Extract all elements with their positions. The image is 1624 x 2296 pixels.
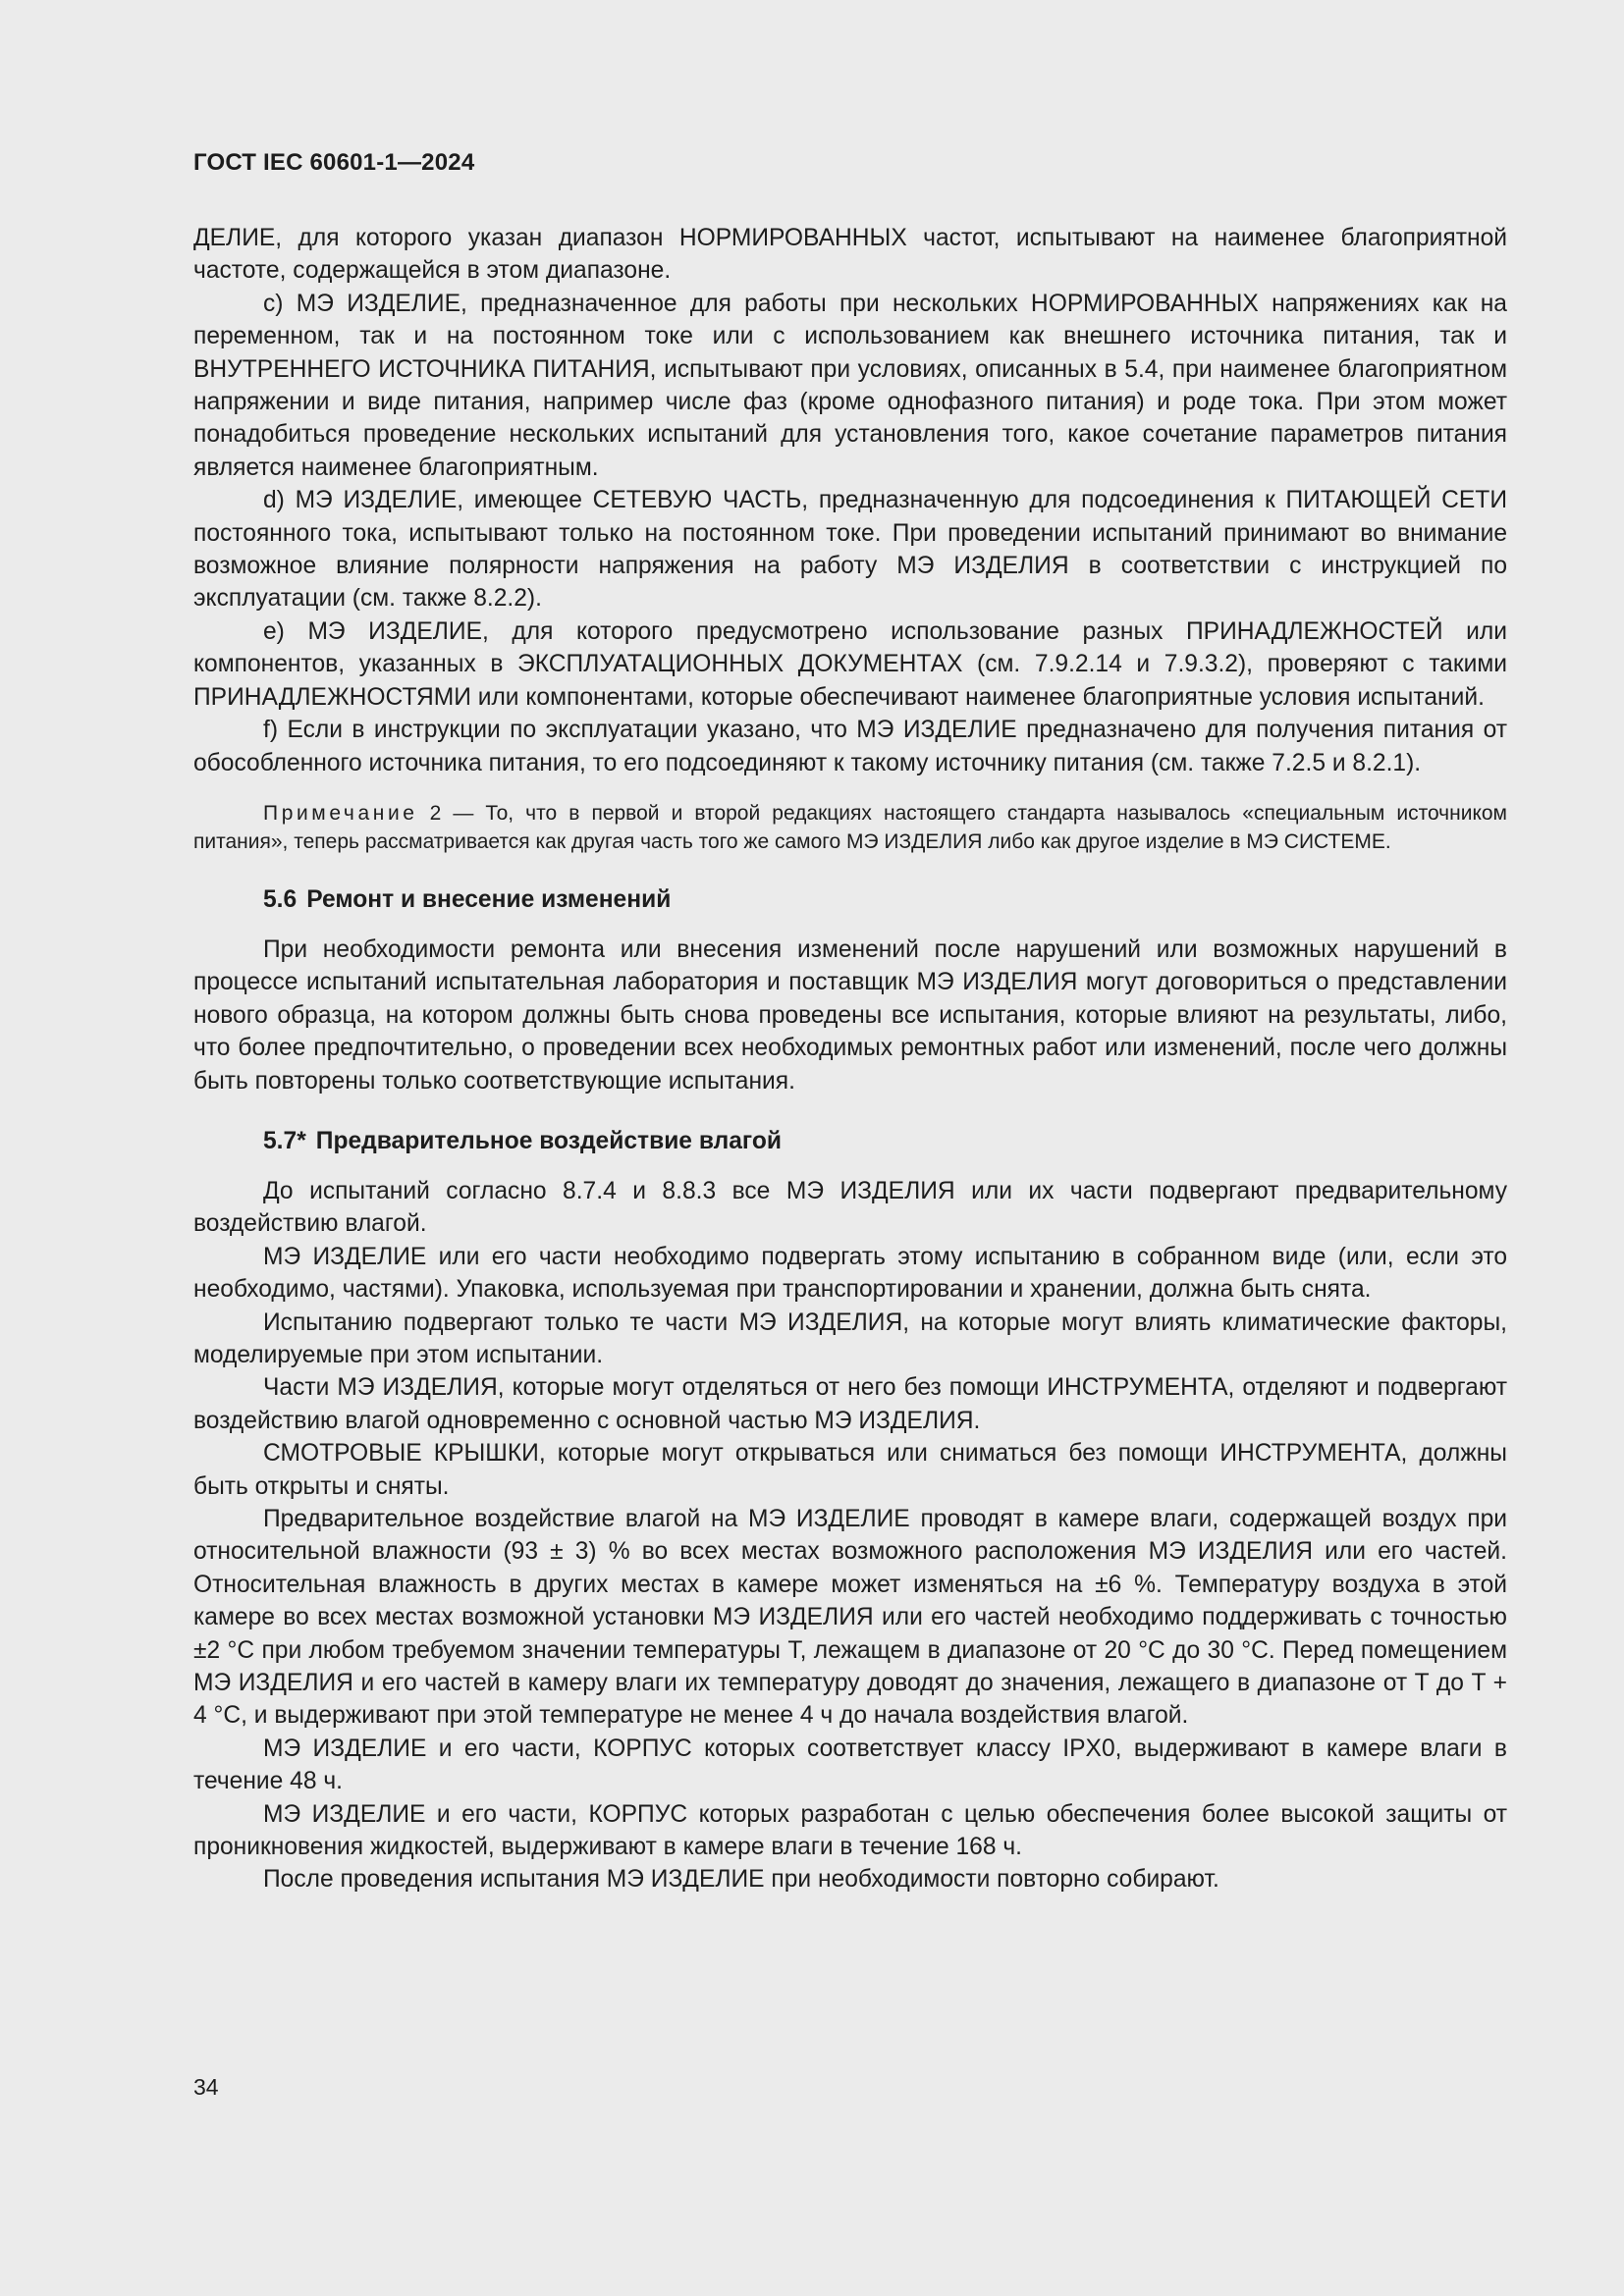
section-title: Ремонт и внесение изменений — [306, 885, 672, 913]
section-title: Предварительное воздействие влагой — [315, 1127, 782, 1154]
note-text: 2 — То, что в первой и второй редакциях настоящего стандарта называлось «специальным источником питания», теперь рассматривается как другая часть того же самого МЭ ИЗДЕЛИЯ либо как другое изделие в МЭ СИСТЕМЕ. — [193, 801, 1507, 853]
section-heading-5-6 — [263, 883, 1507, 916]
list-item-e: е) МЭ ИЗДЕЛИЕ, для которого предусмотрено использование разных ПРИНАДЛЕЖНОСТЕЙ или компонентов, указанных в ЭКСПЛУАТАЦИОННЫХ ДОКУМЕНТАХ (см. 7.9.2.14 и 7.9.3.2), проверяют с такими ПРИНАДЛЕЖНОСТЯМИ или компонентами, которые обеспечивают наименее благоприятные условия испытаний. — [193, 617, 1507, 711]
section-paragraph: СМОТРОВЫЕ КРЫШКИ, которые могут открываться или сниматься без помощи ИНСТРУМЕНТА, должны быть открыты и сняты. — [193, 1440, 1507, 1500]
note-label: Примечание — [263, 801, 418, 825]
list-item-c: с) МЭ ИЗДЕЛИЕ, предназначенное для работы при нескольких НОРМИРОВАННЫХ напряжениях как на переменном, так и на постоянном токе или с использованием как внешнего источника питания, так и ВНУТРЕННЕГО ИСТОЧНИКА ПИТАНИЯ, испытывают при условиях, описанных в 5.4, при наименее благоприятном напряжении и виде питания, например числе фаз (кроме однофазного питания) и роде тока. При этом может понадобиться проведение нескольких испытаний для установления того, какое сочетание параметров питания является наименее благоприятным. — [193, 290, 1507, 481]
document-header: ГОСТ IEC 60601-1—2024 — [193, 149, 475, 176]
page-number: 34 — [193, 2074, 219, 2100]
paragraph-continuation: ДЕЛИЕ, для которого указан диапазон НОРМИРОВАННЫХ частот, испытывают на наименее благоприятной частоте, содержащейся в этом диапазоне. — [193, 225, 1507, 285]
note-2 — [193, 799, 1507, 856]
document-body — [193, 222, 1507, 1896]
section-paragraph: После проведения испытания МЭ ИЗДЕЛИЕ при необходимости повторно собирают. — [263, 1866, 1219, 1894]
list-item-d: d) МЭ ИЗДЕЛИЕ, имеющее СЕТЕВУЮ ЧАСТЬ, предназначенную для подсоединения к ПИТАЮЩЕЙ СЕТИ постоянного тока, испытывают только на постоянном токе. При проведении испытаний принимают во внимание возможное влияние полярности напряжения на работу МЭ ИЗДЕЛИЯ в соответствии с инструкцией по эксплуатации (см. также 8.2.2). — [193, 487, 1507, 613]
section-paragraph: Предварительное воздействие влагой на МЭ ИЗДЕЛИЕ проводят в камере влаги, содержащей воздух при относительной влажности (93 ± 3) % во всех местах возможного расположения МЭ ИЗДЕЛИЯ или его частей. Относительная влажность в других местах в камере может изменяться на ±6 %. Температуру воздуха в этой камере во всех местах возможной установки МЭ ИЗДЕЛИЯ или его частей необходимо поддерживать с точностью ±2 °С при любом требуемом значении температуры T, лежащем в диапазоне от 20 °С до 30 °С. Перед помещением МЭ ИЗДЕЛИЯ и его частей в камеру влаги их температуру доводят до значения, лежащего в диапазоне от T до T + 4 °С, и выдерживают при этой температуре не менее 4 ч до начала воздействия влагой. — [193, 1506, 1507, 1730]
section-number: 5.6 — [263, 885, 298, 913]
section-heading-5-7 — [263, 1125, 1507, 1157]
section-paragraph: Испытанию подвергают только те части МЭ ИЗДЕЛИЯ, на которые могут влиять климатические факторы, моделируемые при этом испытании. — [193, 1308, 1507, 1368]
list-item-f: f) Если в инструкции по эксплуатации указано, что МЭ ИЗДЕЛИЕ предназначено для получения питания от обособленного источника питания, то его подсоединяют к такому источнику питания (см. также 7.2.5 и 8.2.1). — [193, 717, 1507, 776]
section-paragraph: При необходимости ремонта или внесения изменений после нарушений или возможных нарушений в процессе испытаний испытательная лаборатория и поставщик МЭ ИЗДЕЛИЯ могут договориться о представлении нового образца, на котором должны быть снова проведены все испытания, которые влияют на результаты, либо, что более предпочтительно, о проведении всех необходимых ремонтных работ или изменений, после чего должны быть повторены только соответствующие испытания. — [193, 935, 1507, 1095]
section-number: 5.7* — [263, 1127, 306, 1154]
section-paragraph: МЭ ИЗДЕЛИЕ или его части необходимо подвергать этому испытанию в собранном виде (или, если это необходимо, частями). Упаковка, используемая при транспортировании и хранении, должна быть снята. — [193, 1243, 1507, 1304]
section-paragraph: До испытаний согласно 8.7.4 и 8.8.3 все МЭ ИЗДЕЛИЯ или их части подвергают предварительному воздействию влагой. — [193, 1177, 1507, 1238]
section-paragraph: МЭ ИЗДЕЛИЕ и его части, КОРПУС которых соответствует классу IPX0, выдерживают в камере влаги в течение 48 ч. — [193, 1735, 1507, 1795]
section-paragraph: Части МЭ ИЗДЕЛИЯ, которые могут отделяться от него без помощи ИНСТРУМЕНТА, отделяют и подвергают воздействию влагой одновременно с основной частью МЭ ИЗДЕЛИЯ. — [193, 1374, 1507, 1434]
section-paragraph: МЭ ИЗДЕЛИЕ и его части, КОРПУС которых разработан с целью обеспечения более высокой защиты от проникновения жидкостей, выдерживают в камере влаги в течение 168 ч. — [193, 1800, 1507, 1861]
